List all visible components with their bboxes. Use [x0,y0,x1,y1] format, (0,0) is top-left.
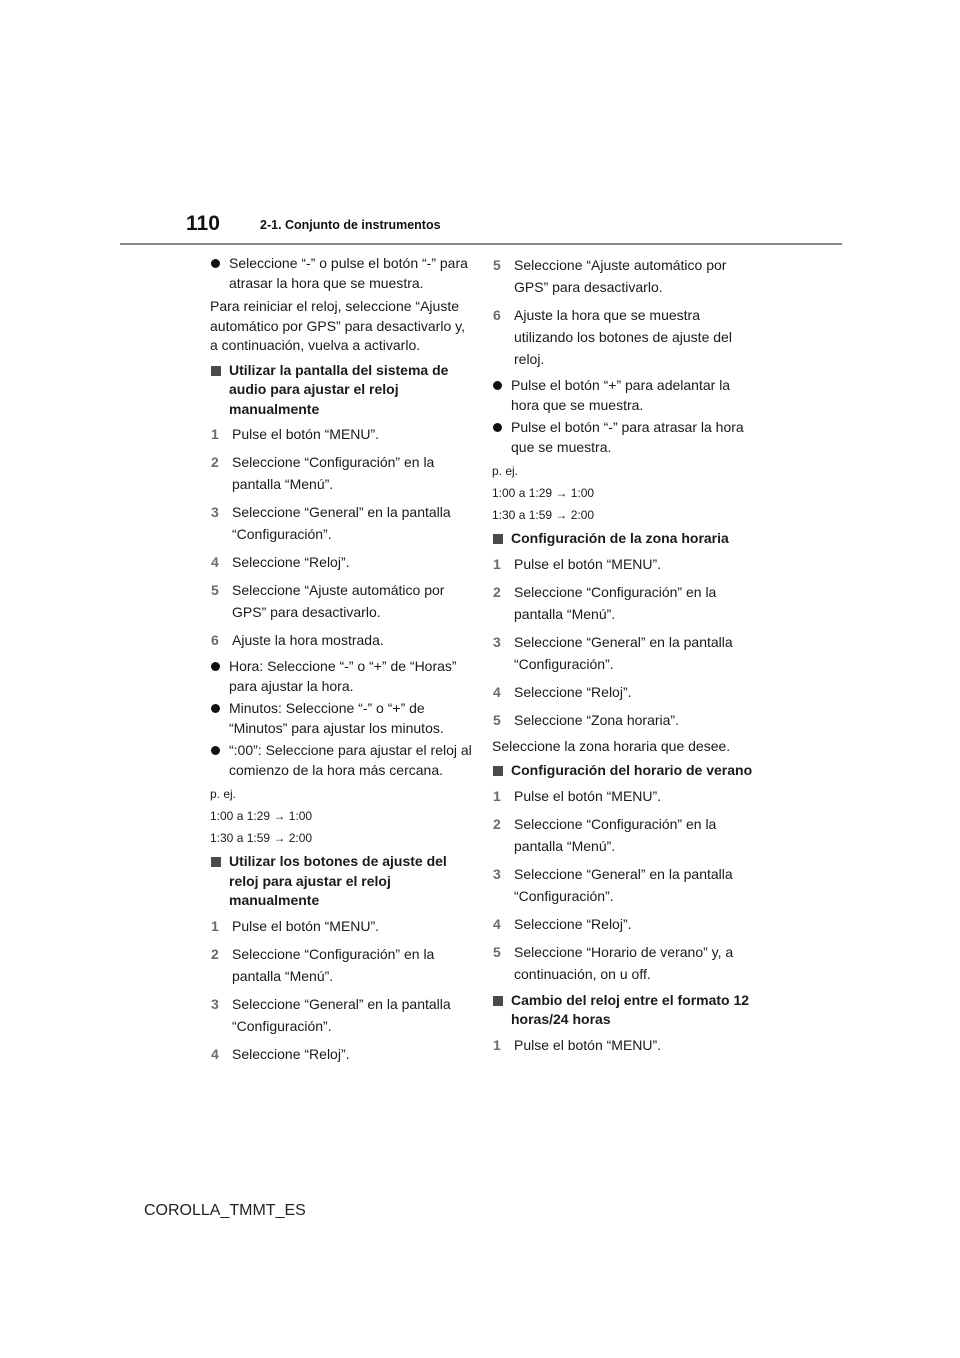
step-item: 1 Pulse el botón “MENU”. [493,787,662,804]
bullet-item: Minutos: Seleccione “-” o “+” de “Minutos” para ajustar los minutos. [210,699,472,738]
bullet-dot-icon [211,746,220,755]
step-item: 3 Seleccione “General” en la pantalla “Configuración”. [211,995,451,1034]
square-bullet-icon [211,857,221,867]
square-bullet-icon [493,766,503,776]
step-item: 5 Seleccione “Ajuste automático por GPS” para desactivarlo. [493,257,727,295]
section-title: 2-1. Conjunto de instrumentos [260,218,441,232]
subheading: Configuración del horario de verano [492,761,754,781]
step-item: 3 Seleccione “General” en la pantalla “Configuración”. [493,633,733,672]
bullet-dot-icon [211,704,220,713]
footer-code: COROLLA_TMMT_ES [144,1202,306,1219]
step-item: 2 Seleccione “Configuración” en la pantalla “Menú”. [493,583,717,622]
step-item: 3 Seleccione “General” en la pantalla “Configuración”. [211,504,451,542]
step-item: 5 Seleccione “Zona horaria”. [493,711,679,728]
example-line: 1:00 a 1:29 → 1:00 [210,809,313,823]
step-item: 2 Seleccione “Configuración” en la pantalla “Menú”. [211,945,435,984]
bullet-item: Pulse el botón “-” para atrasar la hora que se muestra. [492,418,754,457]
subheading: Utilizar los botones de ajuste del reloj para ajustar el reloj manualmente [210,852,472,911]
step-item: 5 Seleccione “Ajuste automático por GPS” para desactivarlo. [211,582,445,620]
example-label: p. ej. [210,787,237,801]
step-item: 3 Seleccione “General” en la pantalla “Configuración”. [493,865,733,904]
step-item: 4 Seleccione “Reloj”. [493,683,632,700]
square-bullet-icon [493,996,503,1006]
square-bullet-icon [493,534,503,544]
square-bullet-icon [211,366,221,376]
bullet-item: Pulse el botón “+” para adelantar la hora que se muestra. [492,376,754,415]
step-item: 5 Seleccione “Horario de verano” y, a continuación, on u off. [493,943,734,982]
step-item: 1 Pulse el botón “MENU”. [211,426,380,442]
paragraph: Seleccione la zona horaria que desee. [492,737,731,754]
example-label: p. ej. [492,464,519,478]
subheading: Configuración de la zona horaria [492,529,754,549]
paragraph: Para reiniciar el reloj, seleccione “Ajuste automático por GPS” para desactivarlo y, a continuación, vuelva a activarlo. [210,298,465,353]
example-line: 1:30 a 1:59 → 2:00 [492,508,595,522]
subheading: Utilizar la pantalla del sistema de audio para ajustar el reloj manualmente [210,361,472,420]
example-line: 1:00 a 1:29 → 1:00 [492,486,595,500]
step-item: 6 Ajuste la hora mostrada. [211,632,384,648]
step-item: 4 Seleccione “Reloj”. [211,554,350,570]
step-item: 4 Seleccione “Reloj”. [211,1045,350,1062]
page-number: 110 [186,212,220,235]
bullet-item: “:00”: Seleccione para ajustar el reloj al comienzo de la hora más cercana. [210,741,472,780]
step-item: 1 Pulse el botón “MENU”. [211,917,380,934]
bullet-dot-icon [211,259,220,268]
example-line: 1:30 a 1:59 → 2:00 [210,831,313,845]
left-column [210,254,472,1071]
subheading: Cambio del reloj entre el formato 12 horas/24 horas [492,991,754,1030]
bullet-item: Hora: Seleccione “-” o “+” de “Horas” para ajustar la hora. [210,657,472,696]
step-item: 2 Seleccione “Configuración” en la pantalla “Menú”. [211,454,435,492]
step-item: 1 Pulse el botón “MENU”. [493,1036,662,1053]
right-column [492,254,754,1062]
step-item: 6 Ajuste la hora que se muestra utilizando los botones de ajuste del reloj. [493,307,732,367]
step-item: 2 Seleccione “Configuración” en la pantalla “Menú”. [493,815,717,854]
bullet-dot-icon [211,662,220,671]
step-item: 4 Seleccione “Reloj”. [493,915,632,932]
bullet-dot-icon [493,423,502,432]
bullet-item: Seleccione “-” o pulse el botón “-” para atrasar la hora que se muestra. [210,254,472,293]
bullet-dot-icon [493,381,502,390]
step-item: 1 Pulse el botón “MENU”. [493,555,662,572]
header-rule [120,243,842,245]
